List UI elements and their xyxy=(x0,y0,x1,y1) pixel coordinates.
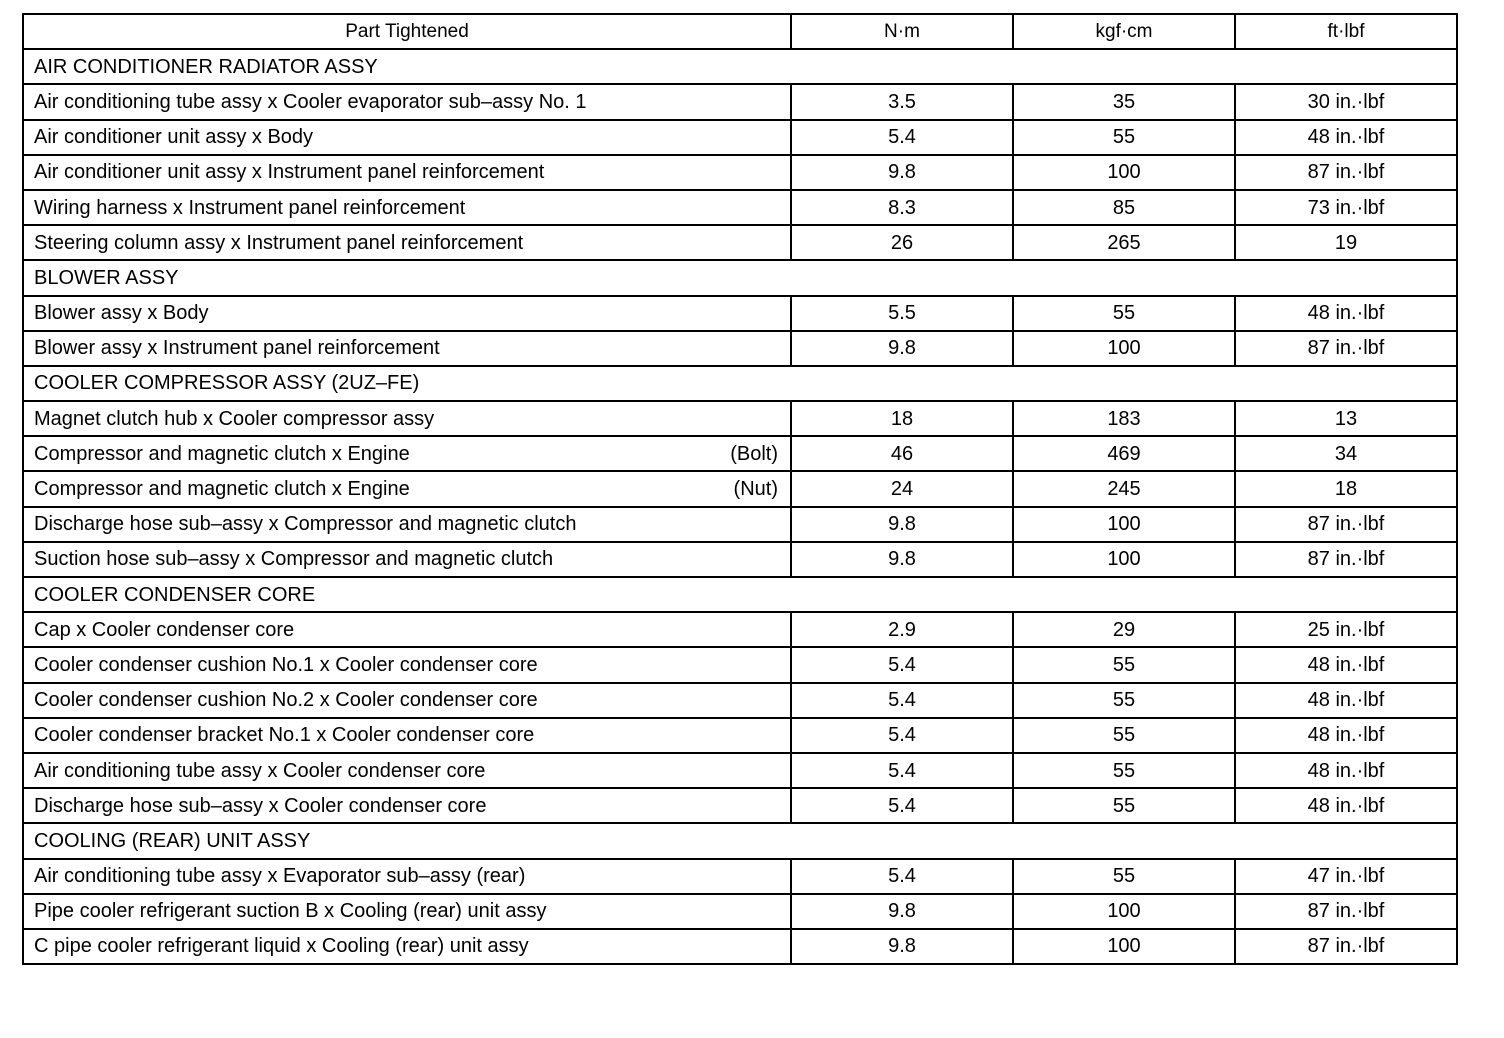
part-cell-content xyxy=(34,92,790,112)
nm-value: 9.8 xyxy=(791,155,1013,190)
part-name: Air conditioning tube assy x Cooler condenser core xyxy=(34,759,486,782)
nm-value: 24 xyxy=(791,471,1013,506)
nm-value: 5.4 xyxy=(791,859,1013,894)
part-name: Cooler condenser cushion No.2 x Cooler condenser core xyxy=(34,689,538,712)
part-name: Discharge hose sub–assy x Cooler condenser core xyxy=(34,794,487,817)
nm-value: 3.5 xyxy=(791,84,1013,119)
kgf-cm-value: 265 xyxy=(1013,225,1235,260)
nm-value: 9.8 xyxy=(791,507,1013,542)
kgf-cm-value: 55 xyxy=(1013,647,1235,682)
part-cell xyxy=(23,155,791,190)
part-name: Cap x Cooler condenser core xyxy=(34,618,295,641)
part-cell-content xyxy=(34,479,790,499)
part-cell-content xyxy=(34,620,790,640)
part-cell xyxy=(23,84,791,119)
part-cell-content xyxy=(34,514,790,534)
part-cell-content xyxy=(34,761,790,781)
table-row xyxy=(23,84,1457,119)
part-name: C pipe cooler refrigerant liquid x Cooling (rear) unit assy xyxy=(34,935,529,958)
part-cell-content xyxy=(34,690,790,710)
table-row xyxy=(23,788,1457,823)
nm-value: 5.4 xyxy=(791,718,1013,753)
part-cell xyxy=(23,612,791,647)
ft-lbf-value: 87 in.·lbf xyxy=(1235,155,1457,190)
nm-value: 26 xyxy=(791,225,1013,260)
table-row xyxy=(23,507,1457,542)
header-row xyxy=(23,14,1457,49)
nm-value: 9.8 xyxy=(791,929,1013,964)
ft-lbf-value: 87 in.·lbf xyxy=(1235,929,1457,964)
part-name: Pipe cooler refrigerant suction B x Cooling (rear) unit assy xyxy=(34,900,547,923)
ft-lbf-value: 13 xyxy=(1235,401,1457,436)
part-cell-content xyxy=(34,409,790,429)
part-cell xyxy=(23,401,791,436)
ft-lbf-value: 19 xyxy=(1235,225,1457,260)
kgf-cm-value: 100 xyxy=(1013,929,1235,964)
part-name: Compressor and magnetic clutch x Engine xyxy=(34,442,410,465)
part-cell xyxy=(23,542,791,577)
part-cell xyxy=(23,436,791,471)
part-cell xyxy=(23,718,791,753)
part-cell xyxy=(23,471,791,506)
nm-value: 5.4 xyxy=(791,120,1013,155)
part-cell-content xyxy=(34,655,790,675)
part-cell xyxy=(23,331,791,366)
part-name: Blower assy x Body xyxy=(34,302,209,325)
nm-value: 5.4 xyxy=(791,788,1013,823)
ft-lbf-value: 73 in.·lbf xyxy=(1235,190,1457,225)
part-cell xyxy=(23,190,791,225)
kgf-cm-value: 100 xyxy=(1013,894,1235,929)
section-title: COOLING (REAR) UNIT ASSY xyxy=(23,823,1457,858)
table-row xyxy=(23,225,1457,260)
kgf-cm-value: 183 xyxy=(1013,401,1235,436)
part-name: Suction hose sub–assy x Compressor and magnetic clutch xyxy=(34,548,554,571)
kgf-cm-value: 55 xyxy=(1013,683,1235,718)
table-row xyxy=(23,647,1457,682)
ft-lbf-value: 48 in.·lbf xyxy=(1235,296,1457,331)
table-row xyxy=(23,331,1457,366)
part-name: Air conditioner unit assy x Instrument panel reinforcement xyxy=(34,161,545,184)
header-kgf-cm: kgf·cm xyxy=(1013,14,1235,49)
part-name: Air conditioning tube assy x Evaporator sub–assy (rear) xyxy=(34,865,526,888)
table-row xyxy=(23,401,1457,436)
kgf-cm-value: 245 xyxy=(1013,471,1235,506)
ft-lbf-value: 30 in.·lbf xyxy=(1235,84,1457,119)
kgf-cm-value: 55 xyxy=(1013,120,1235,155)
table-row xyxy=(23,894,1457,929)
header-nm: N·m xyxy=(791,14,1013,49)
part-cell xyxy=(23,894,791,929)
kgf-cm-value: 35 xyxy=(1013,84,1235,119)
part-cell-content xyxy=(34,198,790,218)
table-row xyxy=(23,155,1457,190)
part-cell-content xyxy=(34,936,790,956)
ft-lbf-value: 87 in.·lbf xyxy=(1235,331,1457,366)
kgf-cm-value: 100 xyxy=(1013,331,1235,366)
part-cell-content xyxy=(34,901,790,921)
table-row xyxy=(23,436,1457,471)
part-cell-content xyxy=(34,338,790,358)
part-cell xyxy=(23,859,791,894)
part-cell-content xyxy=(34,725,790,745)
ft-lbf-value: 48 in.·lbf xyxy=(1235,647,1457,682)
kgf-cm-value: 100 xyxy=(1013,542,1235,577)
part-cell xyxy=(23,788,791,823)
part-cell-content xyxy=(34,127,790,147)
ft-lbf-value: 48 in.·lbf xyxy=(1235,718,1457,753)
part-cell xyxy=(23,225,791,260)
part-cell-content xyxy=(34,233,790,253)
section-row xyxy=(23,49,1457,84)
part-cell xyxy=(23,507,791,542)
part-name: Cooler condenser bracket No.1 x Cooler condenser core xyxy=(34,724,535,747)
ft-lbf-value: 48 in.·lbf xyxy=(1235,753,1457,788)
table-row xyxy=(23,929,1457,964)
nm-value: 9.8 xyxy=(791,542,1013,577)
nm-value: 5.4 xyxy=(791,647,1013,682)
torque-spec-table xyxy=(22,13,1458,965)
table-row xyxy=(23,612,1457,647)
part-name: Compressor and magnetic clutch x Engine xyxy=(34,478,410,501)
section-title: BLOWER ASSY xyxy=(23,260,1457,295)
ft-lbf-value: 25 in.·lbf xyxy=(1235,612,1457,647)
table-row xyxy=(23,296,1457,331)
table-row xyxy=(23,542,1457,577)
part-cell xyxy=(23,120,791,155)
part-cell-content xyxy=(34,444,790,464)
nm-value: 2.9 xyxy=(791,612,1013,647)
fastener-note: (Nut) xyxy=(733,478,778,501)
ft-lbf-value: 34 xyxy=(1235,436,1457,471)
part-name: Wiring harness x Instrument panel reinforcement xyxy=(34,196,466,219)
table-row xyxy=(23,718,1457,753)
part-cell-content xyxy=(34,549,790,569)
table-row xyxy=(23,190,1457,225)
ft-lbf-value: 87 in.·lbf xyxy=(1235,542,1457,577)
part-name: Cooler condenser cushion No.1 x Cooler condenser core xyxy=(34,653,538,676)
table-row xyxy=(23,471,1457,506)
ft-lbf-value: 48 in.·lbf xyxy=(1235,788,1457,823)
section-row xyxy=(23,366,1457,401)
nm-value: 18 xyxy=(791,401,1013,436)
table-row xyxy=(23,683,1457,718)
ft-lbf-value: 48 in.·lbf xyxy=(1235,683,1457,718)
nm-value: 5.5 xyxy=(791,296,1013,331)
part-cell-content xyxy=(34,796,790,816)
kgf-cm-value: 29 xyxy=(1013,612,1235,647)
section-row xyxy=(23,260,1457,295)
part-cell xyxy=(23,647,791,682)
nm-value: 9.8 xyxy=(791,894,1013,929)
header-ft-lbf: ft·lbf xyxy=(1235,14,1457,49)
nm-value: 8.3 xyxy=(791,190,1013,225)
kgf-cm-value: 85 xyxy=(1013,190,1235,225)
nm-value: 46 xyxy=(791,436,1013,471)
part-name: Magnet clutch hub x Cooler compressor assy xyxy=(34,407,435,430)
kgf-cm-value: 55 xyxy=(1013,296,1235,331)
ft-lbf-value: 18 xyxy=(1235,471,1457,506)
part-cell-content xyxy=(34,866,790,886)
part-cell xyxy=(23,296,791,331)
section-title: COOLER COMPRESSOR ASSY (2UZ–FE) xyxy=(23,366,1457,401)
table-row xyxy=(23,859,1457,894)
kgf-cm-value: 55 xyxy=(1013,718,1235,753)
part-name: Steering column assy x Instrument panel reinforcement xyxy=(34,231,524,254)
part-cell xyxy=(23,929,791,964)
kgf-cm-value: 55 xyxy=(1013,788,1235,823)
ft-lbf-value: 48 in.·lbf xyxy=(1235,120,1457,155)
kgf-cm-value: 100 xyxy=(1013,155,1235,190)
fastener-note: (Bolt) xyxy=(730,442,778,465)
section-row xyxy=(23,577,1457,612)
kgf-cm-value: 55 xyxy=(1013,753,1235,788)
section-title: COOLER CONDENSER CORE xyxy=(23,577,1457,612)
table-row xyxy=(23,120,1457,155)
ft-lbf-value: 87 in.·lbf xyxy=(1235,894,1457,929)
part-cell-content xyxy=(34,303,790,323)
ft-lbf-value: 87 in.·lbf xyxy=(1235,507,1457,542)
section-title: AIR CONDITIONER RADIATOR ASSY xyxy=(23,49,1457,84)
section-row xyxy=(23,823,1457,858)
nm-value: 5.4 xyxy=(791,683,1013,718)
header-part-tightened: Part Tightened xyxy=(23,14,791,49)
part-cell xyxy=(23,683,791,718)
part-name: Discharge hose sub–assy x Compressor and magnetic clutch xyxy=(34,513,577,536)
table-body xyxy=(23,49,1457,964)
kgf-cm-value: 469 xyxy=(1013,436,1235,471)
ft-lbf-value: 47 in.·lbf xyxy=(1235,859,1457,894)
nm-value: 9.8 xyxy=(791,331,1013,366)
kgf-cm-value: 100 xyxy=(1013,507,1235,542)
part-name: Blower assy x Instrument panel reinforcement xyxy=(34,337,440,360)
part-name: Air conditioning tube assy x Cooler evaporator sub–assy No. 1 xyxy=(34,90,587,113)
part-name: Air conditioner unit assy x Body xyxy=(34,126,314,149)
nm-value: 5.4 xyxy=(791,753,1013,788)
part-cell-content xyxy=(34,162,790,182)
part-cell xyxy=(23,753,791,788)
table-row xyxy=(23,753,1457,788)
kgf-cm-value: 55 xyxy=(1013,859,1235,894)
